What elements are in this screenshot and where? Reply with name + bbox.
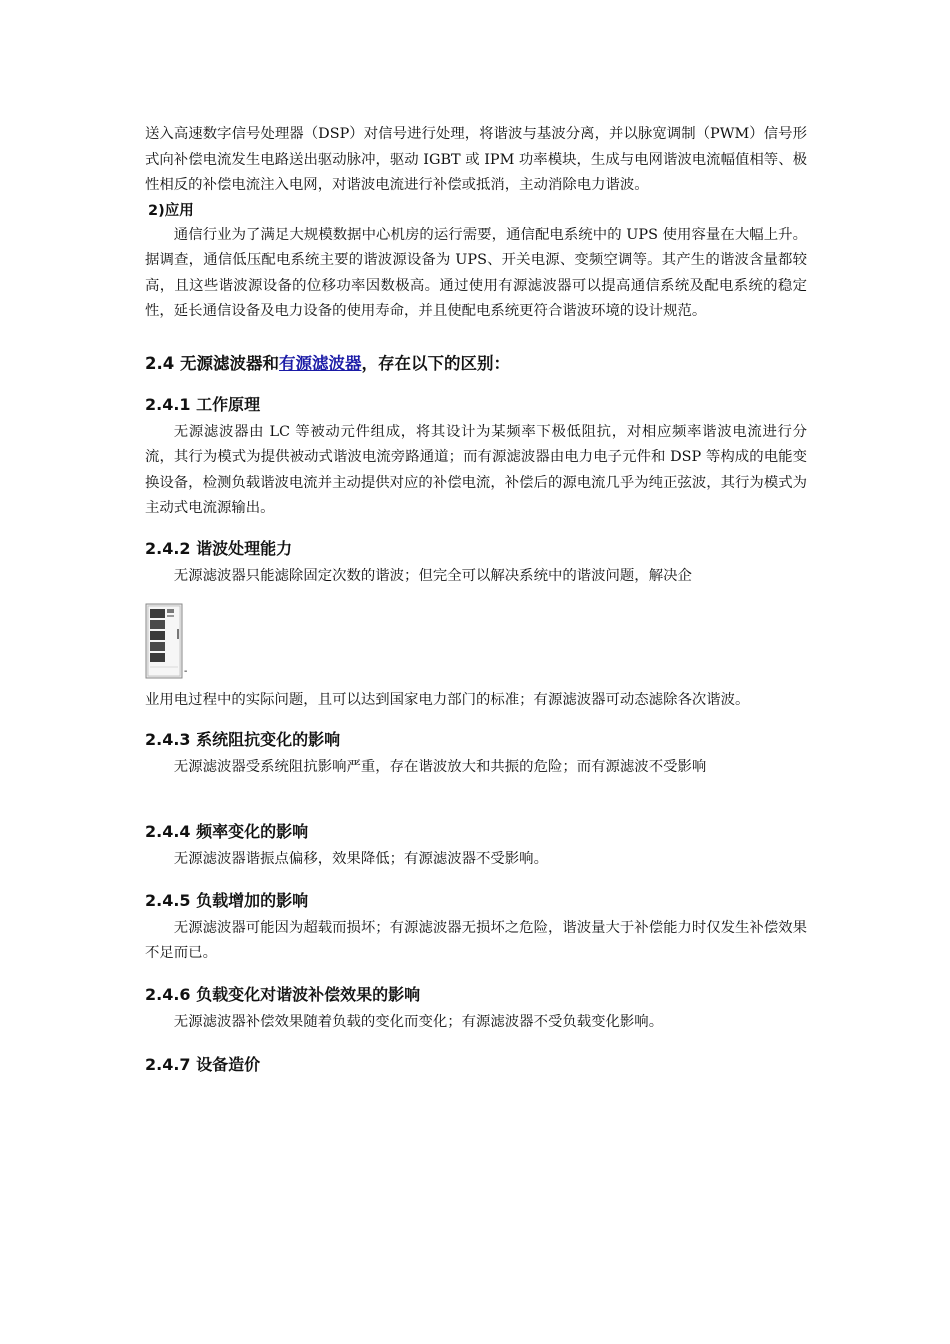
heading-2-4-2: 2.4.2 谐波处理能力 (145, 538, 293, 558)
paragraph-working-principle: 无源滤波器由 LC 等被动元件组成，将其设计为某频率下极低阻抗，对相应频率谐波电流进行分流，其行为模式为提供被动式谐波电流旁路通道；而有源滤波器由电力电子元件和 DSP 等构成的电能变换设备，检测负载谐波电流并主动提供对应的补偿电流，补偿后的源电流几乎为纯正弦波，其行为模式为主动式电流源输出。 (145, 423, 807, 516)
heading-2-4-3: 2.4.3 系统阻抗变化的影响 (145, 729, 341, 749)
paragraph-system-impedance: 无源滤波器受系统阻抗影响严重，存在谐波放大和共振的危险；而有源滤波不受影响 (173, 758, 707, 775)
paragraph-frequency-change: 无源滤波器谐振点偏移，效果降低；有源滤波器不受影响。 (173, 851, 548, 867)
heading-2-4-7: 2.4.7 设备造价 (145, 1055, 261, 1074)
filter-cabinet-image (145, 603, 807, 679)
heading-2-4-5: 2.4.5 负载增加的影响 (145, 890, 309, 910)
heading-2-4-1: 2.4.1 工作原理 (145, 394, 261, 414)
heading-2-4-6: 2.4.6 负载变化对谐波补偿效果的影响 (145, 984, 421, 1004)
paragraph-dsp: 送入高速数字信号处理器（DSP）对信号进行处理，将谐波与基波分离，并以脉宽调制（PWM）信号形式向补偿电流发生电路送出驱动脉冲，驱动 IGBT 或 IPM 功率模块，生成与电网谐波电流幅值相等、极性相反的补偿电流注入电网，对谐波电流进行补偿或抵消，主动消除电力谐波。 (145, 126, 807, 193)
section-heading-suffix: ，存在以下的区别： (361, 353, 510, 373)
active-filter-link[interactable]: 有源滤波器 (278, 353, 362, 373)
paragraph-harmonic-capacity-b: 业用电过程中的实际问题，且可以达到国家电力部门的标准；有源滤波器可动态滤除各次谐波。 (145, 692, 750, 708)
paragraph-harmonic-capacity-a: 无源滤波器只能滤除固定次数的谐波；但完全可以解决系统中的谐波问题，解决企 (173, 567, 692, 584)
paragraph-load-increase: 无源滤波器可能因为超载而损坏；有源滤波器无损坏之危险，谐波量大于补偿能力时仅发生补偿效果不足而已。 (145, 919, 807, 961)
filter-cabinet-icon (145, 603, 183, 679)
document-page (145, 122, 807, 1077)
image-caption-dash: - (184, 666, 188, 677)
application-label: 2)应用 (148, 202, 194, 219)
section-heading-prefix: 2.4 无源滤波器和 (145, 353, 279, 373)
heading-2-4-4: 2.4.4 频率变化的影响 (145, 822, 309, 841)
paragraph-application: 通信行业为了满足大规模数据中心机房的运行需要，通信配电系统中的 UPS 使用容量在大幅上升。据调查，通信低压配电系统主要的谐波源设备为 UPS、开关电源、变频空调等。其产生的谐波含量都较高，且这些谐波源设备的位移功率因数极高。通过使用有源滤波器可以提高通信系统及配电系统的稳定性，延长通信设备及电力设备的使用寿命，并且使配电系统更符合谐波环境的设计规范。 (145, 226, 807, 319)
section-heading-2-4 (145, 352, 807, 376)
paragraph-load-variation: 无源滤波器补偿效果随着负载的变化而变化；有源滤波器不受负载变化影响。 (173, 1013, 664, 1030)
